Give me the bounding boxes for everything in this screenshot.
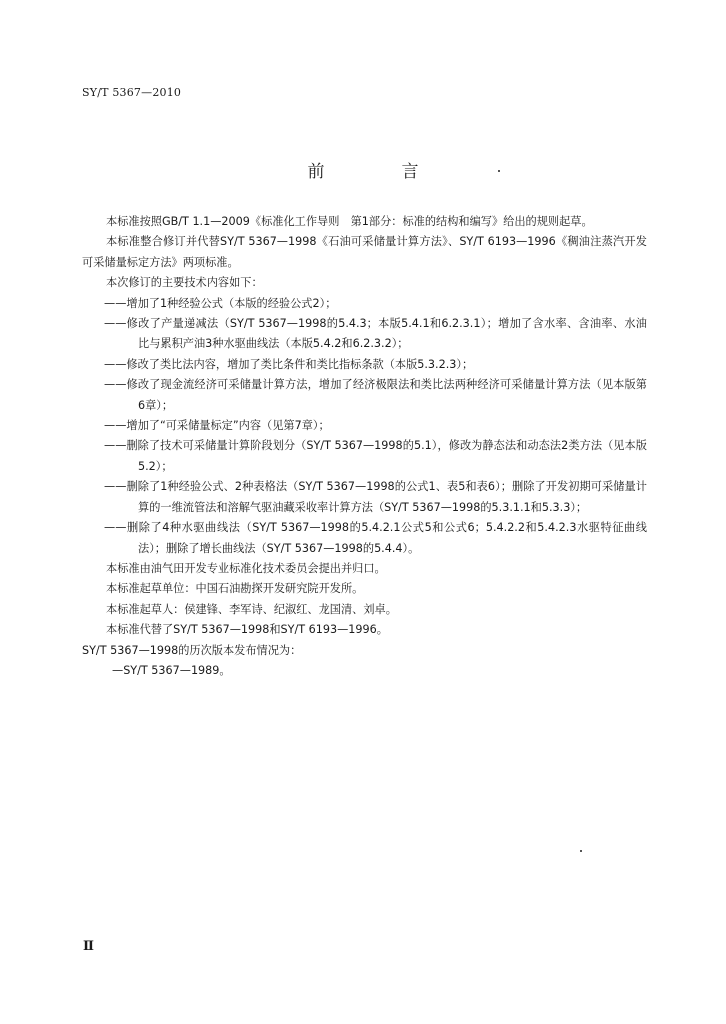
change-item: ——删除了1种经验公式、2种表格法（SY/T 5367—1998的公式1、表5和表6）；删除了开发初期可采储量计算的一维流管法和溶解气驱油藏采收率计算方法（SY/T 5367—1998的5.3.1.1和5.3.3）；: [104, 480, 647, 514]
change-item: ——修改了现金流经济可采储量计算方法，增加了经济极限法和类比法两种经济可采储量计算方法（见本版第6章）；: [104, 378, 647, 412]
history-item: —SY/T 5367—1989。: [112, 663, 231, 677]
paragraph-changes-intro: 本次修订的主要技术内容如下：: [106, 276, 263, 290]
change-item: ——删除了技术可采储量计算阶段划分（SY/T 5367—1998的5.1），修改为静态法和动态法2类方法（见本版5.2）；: [104, 439, 647, 473]
standard-code: SY/T 5367—2010: [82, 86, 182, 99]
change-item: ——修改了产量递减法（SY/T 5367—1998的5.4.3；本版5.4.1和6.2.3.1）；增加了含水率、含油率、水油比与累积产油3种水驱曲线法（本版5.4.2和6.2.3.2）；: [104, 317, 647, 351]
scan-dot: [498, 170, 500, 172]
paragraph-history-intro: SY/T 5367—1998的历次版本发布情况为：: [82, 643, 302, 657]
change-item: ——增加了“可采储量标定”内容（见第7章）；: [104, 419, 330, 433]
change-item: ——删除了4种水驱曲线法（SY/T 5367—1998的5.4.2.1公式5和公式6；5.4.2.2和5.4.2.3水驱特征曲线法）；删除了增长曲线法（SY/T 5367—1998的5.4.4）。: [104, 521, 647, 555]
page-number: Ⅱ: [83, 939, 94, 954]
paragraph-drafters: 本标准起草人：侯建锋、李军诗、纪淑红、龙国清、刘卓。: [106, 602, 397, 616]
scan-dot: [580, 850, 582, 852]
paragraph-replacement: 本标准整合修订并代替SY/T 5367—1998《石油可采储量计算方法》、SY/T 6193—1996《稠油注蒸汽开发可采储量标定方法》两项标准。: [82, 235, 647, 269]
change-item: ——增加了1种经验公式（本版的经验公式2）；: [104, 296, 337, 310]
page-title: 前 言: [307, 162, 449, 182]
foreword-body: [82, 212, 647, 681]
paragraph-replaces: 本标准代替了SY/T 5367—1998和SY/T 6193—1996。: [106, 623, 388, 637]
paragraph-drafting-basis: 本标准按照GB/T 1.1—2009《标准化工作导则 第1部分：标准的结构和编写》给出的规则起草。: [106, 215, 593, 228]
paragraph-committee: 本标准由油气田开发专业标准化技术委员会提出并归口。: [106, 561, 386, 575]
paragraph-drafting-unit: 本标准起草单位：中国石油勘探开发研究院开发所。: [106, 582, 364, 596]
change-item: ——修改了类比法内容，增加了类比条件和类比指标条款（本版5.3.2.3）；: [104, 357, 474, 371]
